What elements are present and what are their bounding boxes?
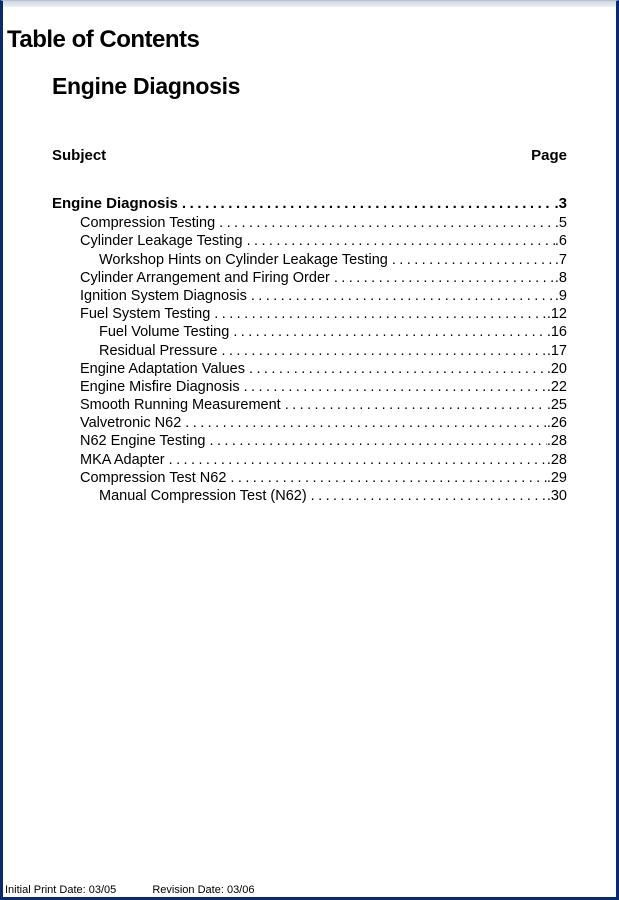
toc-entry-page: .28 [546,451,567,468]
section-title: Engine Diagnosis [52,73,241,99]
toc-entry-label: Smooth Running Measurement [80,397,281,414]
toc-entry[interactable] [52,360,567,378]
toc-entry-page: .26 [546,415,567,432]
toc-entry[interactable] [52,269,567,287]
subject-column-header: Subject [52,147,107,164]
page-column-header: Page [531,147,567,164]
toc-entry-page: .20 [546,360,567,377]
revision-date: Revision Date: 03/06 [152,884,255,896]
toc-entry-page: .29 [546,469,567,486]
toc-leader-dots [249,360,547,378]
toc-leader-dots [210,432,547,450]
toc-entry-page: .12 [546,306,567,323]
toc-entry[interactable] [52,342,567,360]
toc-entry[interactable] [52,378,567,396]
toc-entry-page: .3 [554,195,567,212]
toc-entry-label: MKA Adapter [80,451,165,468]
toc-entry-page: .25 [546,397,567,414]
toc-entry-page: .28 [546,433,567,450]
toc-entry-label: Cylinder Arrangement and Firing Order [80,269,330,286]
toc-leader-dots [247,232,555,250]
toc-leader-dots [285,396,547,414]
toc-leader-dots [219,214,555,232]
toc-leader-dots [311,487,547,505]
toc-leader-dots [251,287,555,305]
toc-leader-dots [233,323,547,341]
toc-leader-dots [392,251,555,269]
toc-entry[interactable] [52,251,567,269]
toc-entry-label: N62 Engine Testing [80,433,206,450]
toc-entry-page: .9 [554,287,567,304]
toc-entry[interactable] [52,195,567,213]
toc-leader-dots [214,305,547,323]
toc-leader-dots [334,269,555,287]
toc-leader-dots [182,195,555,213]
toc-entry-label: Ignition System Diagnosis [80,287,247,304]
top-band [0,0,619,7]
toc-entry[interactable] [52,432,567,450]
toc-list [52,195,567,505]
toc-leader-dots [244,378,547,396]
toc-entry-label: Engine Misfire Diagnosis [80,378,240,395]
toc-entry-label: Compression Testing [80,215,216,232]
toc-entry[interactable] [52,487,567,505]
toc-entry-page: .5 [554,215,567,232]
toc-entry-label: Workshop Hints on Cylinder Leakage Testing [99,251,388,268]
toc-entry[interactable] [52,214,567,232]
toc-entry-page: .6 [554,233,567,250]
toc-entry[interactable] [52,323,567,341]
toc-entry-page: .17 [546,342,567,359]
toc-leader-dots [169,451,547,469]
toc-entry[interactable] [52,287,567,305]
toc-entry[interactable] [52,469,567,487]
toc-entry-label: Fuel Volume Testing [99,324,230,341]
toc-entry-label: Cylinder Leakage Testing [80,233,243,250]
toc-entry[interactable] [52,414,567,432]
toc-entry[interactable] [52,451,567,469]
toc-entry-page: .22 [546,378,567,395]
toc-entry-page: .8 [554,269,567,286]
toc-leader-dots [230,469,546,487]
toc-entry-page: .16 [546,324,567,341]
initial-print-date: Initial Print Date: 03/05 [5,884,117,896]
toc-leader-dots [185,414,547,432]
toc-entry-page: .7 [554,251,567,268]
toc-entry-label: Residual Pressure [99,342,218,359]
footer [5,884,254,896]
toc-leader-dots [221,342,546,360]
toc-entry-label: Compression Test N62 [80,469,227,486]
toc-entry-label: Fuel System Testing [80,306,211,323]
toc-entry-page: .30 [546,488,567,504]
toc-entry[interactable] [52,305,567,323]
toc-heading: Table of Contents [7,26,200,53]
toc-entry-label: Manual Compression Test (N62) [99,488,307,504]
toc-entry-label: Engine Adaptation Values [80,360,246,377]
toc-entry[interactable] [52,396,567,414]
toc-entry[interactable] [52,232,567,250]
toc-entry-label: Valvetronic N62 [80,415,182,432]
toc-entry-label: Engine Diagnosis [52,195,178,212]
